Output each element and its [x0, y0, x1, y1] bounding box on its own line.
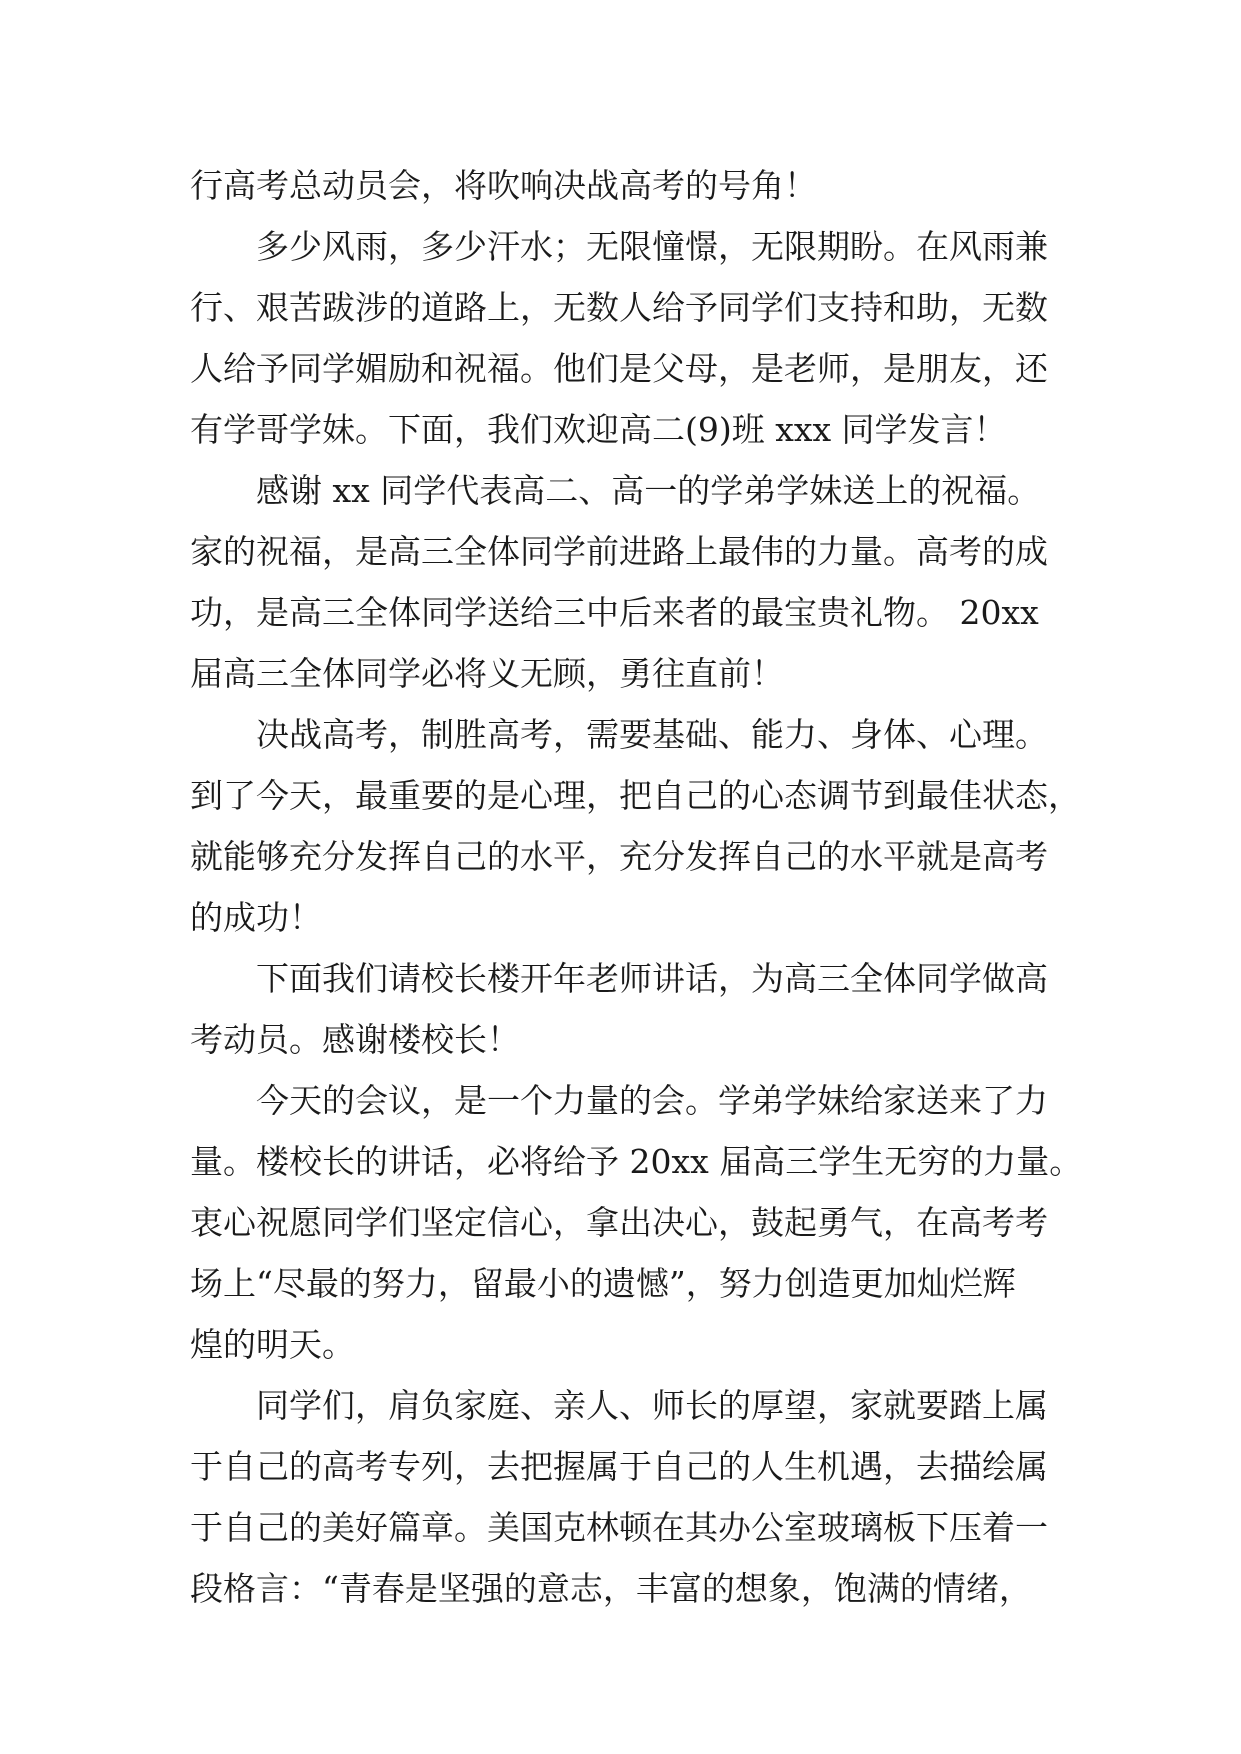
- text-line: 于自己的高考专列，去把握属于自己的人生机遇，去描绘属: [190, 1447, 1048, 1486]
- text-line: 人给予同学媚励和祝福。他们是父母，是老师，是朋友，还: [190, 349, 1048, 388]
- text-line: 行高考总动员会，将吹响决战高考的号角！: [190, 166, 817, 205]
- text-line: 于自己的美好篇章。美国克林顿在其办公室玻璃板下压着一: [190, 1508, 1048, 1547]
- text-line: 有学哥学妹。下面，我们欢迎高二(9)班 xxx 同学发言！: [190, 410, 1007, 449]
- text-line: 家的祝福，是高三全体同学前进路上最伟的力量。高考的成: [190, 532, 1048, 571]
- paragraph-first-line: 感谢 xx 同学代表高二、高一的学弟学妹送上的祝福。: [256, 471, 1041, 510]
- text-line: 就能够充分发挥自己的水平，充分发挥自己的水平就是高考: [190, 837, 1048, 876]
- text-line: 量。楼校长的讲话，必将给予 20xx 届高三学生无穷的力量。: [190, 1142, 1083, 1181]
- paragraph-first-line: 今天的会议，是一个力量的会。学弟学妹给家送来了力: [256, 1081, 1048, 1120]
- document-body: [190, 155, 1083, 1619]
- text-line: 功，是高三全体同学送给三中后来者的最宝贵礼物。 20xx: [190, 593, 1039, 632]
- text-line: 的成功！: [190, 898, 322, 937]
- text-line: 行、艰苦跋涉的道路上，无数人给予同学们支持和助，无数: [190, 288, 1048, 327]
- text-line: 考动员。感谢楼校长！: [190, 1020, 520, 1059]
- paragraph-first-line: 决战高考，制胜高考，需要基础、能力、身体、心理。: [256, 715, 1048, 754]
- paragraph-first-line: 同学们，肩负家庭、亲人、师长的厚望，家就要踏上属: [256, 1386, 1048, 1425]
- text-line: 届高三全体同学必将义无顾，勇往直前！: [190, 654, 784, 693]
- paragraph-first-line: 多少风雨，多少汗水；无限憧憬，无限期盼。在风雨兼: [256, 227, 1048, 266]
- text-line: 段格言：“青春是坚强的意志，丰富的想象，饱满的情绪，: [190, 1569, 1032, 1608]
- text-line: 煌的明天。: [190, 1325, 355, 1364]
- text-line: 场上“尽最的努力，留最小的遗憾”，努力创造更加灿烂辉: [190, 1264, 1016, 1303]
- paragraph-first-line: 下面我们请校长楼开年老师讲话，为高三全体同学做高: [256, 959, 1048, 998]
- text-line: 衷心祝愿同学们坚定信心，拿出决心，鼓起勇气，在高考考: [190, 1203, 1048, 1242]
- text-line: 到了今天，最重要的是心理，把自己的心态调节到最佳状态，: [190, 776, 1081, 815]
